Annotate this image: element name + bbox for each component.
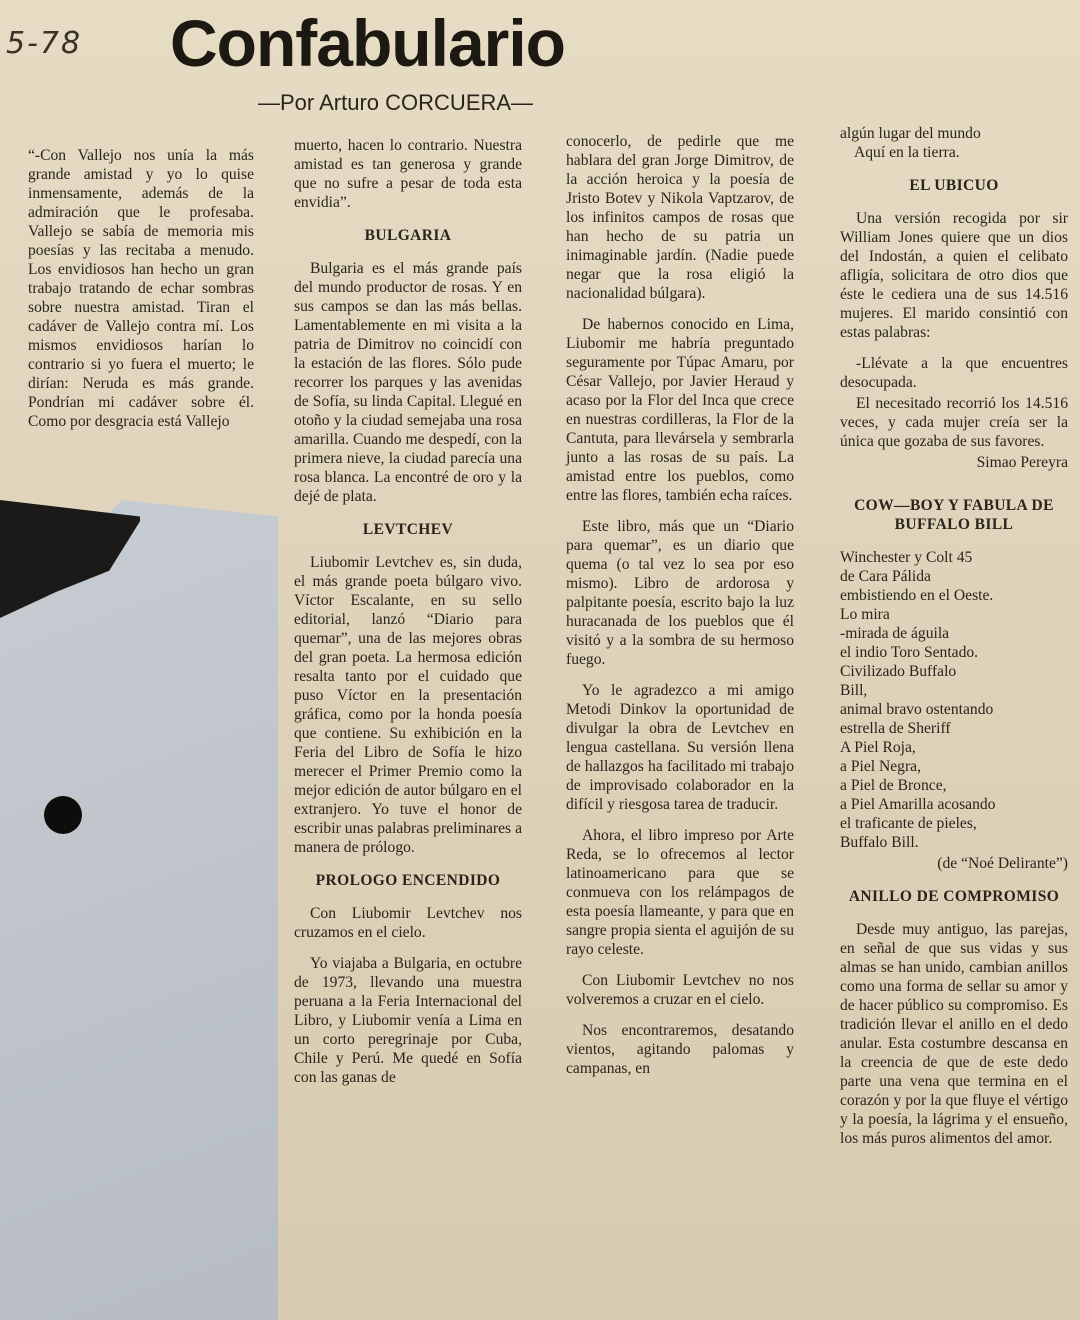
section-heading-bulgaria: BULGARIA xyxy=(364,227,452,244)
poem-line: a Piel Amarilla acosando xyxy=(840,796,996,813)
poem xyxy=(840,548,1068,852)
paragraph: Aquí en la tierra. xyxy=(854,144,960,161)
section-heading-anillo: ANILLO DE COMPROMISO xyxy=(848,888,1060,905)
paragraph: Ahora, el libro impreso por Arte Reda, se lo ofrecemos al lector latinoamericano para que se conmueva con los relámpagos de esta poesía llameante, y para que en sangre propia sienta el aguijón de su rayo celeste. xyxy=(566,827,794,958)
paragraph: El necesitado recorrió los 14.516 veces, y cada mujer creía ser la única que gozaba de sus favores. xyxy=(840,395,1068,450)
gray-backing-paper xyxy=(0,500,278,1320)
section-heading-prologo: PROLOGO ENCENDIDO xyxy=(315,872,501,889)
handwritten-date: 5-78 xyxy=(6,26,83,61)
signature: Simao Pereyra xyxy=(976,454,1068,471)
poem-line: Buffalo Bill. xyxy=(840,834,919,851)
punch-hole xyxy=(44,796,82,834)
paragraph: -Llévate a la que encuentres desocupada. xyxy=(840,355,1068,391)
paragraph: Yo viajaba a Bulgaria, en octubre de 1973, llevando una muestra peruana a la Feria Internacional del Libro, y Liubomir venía a Lima en un corto peregrinaje por Cuba, Chile y Perú. Me quedé en Sofía con las ganas de xyxy=(294,955,522,1086)
paragraph: Yo le agradezco a mi amigo Metodi Dinkov la oportunidad de divulgar la obra de Levtchev en lengua castellana. Su versión llena de hallazgos ha facilitado mi trabajo de improvisado colaborador en la difícil y riesgosa tarea de traducir. xyxy=(566,682,794,813)
paragraph: Con Liubomir Levtchev nos cruzamos en el cielo. xyxy=(294,905,522,941)
paragraph: algún lugar del mundo xyxy=(840,125,981,142)
paragraph: Este libro, más que un “Diario para quemar”, es un diario que quema (o tal vez lo sea por eso mismo). Libro de ardorosa y palpitante poesía, escrito bajo la luz huracanada de los pueblos que él visitó y a la sombra de su hermoso fuego. xyxy=(566,518,794,668)
paragraph: Liubomir Levtchev es, sin duda, el más grande poeta búlgaro vivo. Víctor Escalante, en su sello editorial, lanzó “Diario para quemar”, una de las mejores obras del gran poeta. La hermosa edición resalta tanto por el cuidado que puso Víctor en la presentación gráfica, como por la honda poesía que contiene. Su exhibición en la Feria del Libro de Sofía le hizo merecer el Primer Premio como la mejor edición de autor búlgaro en el extranjero. Yo tuve el honor de escribir unas palabras preliminares a manera de prólogo. xyxy=(294,554,522,856)
poem-line: Winchester y Colt 45 xyxy=(840,549,973,566)
paragraph: conocerlo, de pedirle que me hablara del gran Jorge Dimitrov, de la acción heroica y la poesía de Jristo Botev y Nikola Vaptzarov, de los infinitos campos de rosas que han hecho de su patria un inimaginable jardín. (Nadie puede negar que la rosa eligió la nacionalidad búlgara). xyxy=(566,133,794,302)
poem-line: Bill, xyxy=(840,682,868,699)
byline: —Por Arturo CORCUERA— xyxy=(258,90,534,115)
poem-line: el indio Toro Sentado. xyxy=(840,644,979,661)
poem-source: (de “Noé Delirante”) xyxy=(937,855,1068,872)
paragraph: Desde muy antiguo, las parejas, en señal de que sus vidas y sus almas se han unido, cambian anillos como una forma de sellar su amor y de hacer público su compromiso. Es tradición llevar el anillo en el dedo anular. Esta costumbre descansa en la creencia de que de este dedo parte una vena que termina en el corazón y por la que fluye el vértigo y la poesía, la lágrima y el ensueño, los más puros alimentos del amor. xyxy=(840,921,1068,1147)
article-column-4 xyxy=(840,124,1068,1160)
poem-line: estrella de Sheriff xyxy=(840,720,951,737)
poem-line: Civilizado Buffalo xyxy=(840,663,957,680)
poem-line: A Piel Roja, xyxy=(840,739,916,756)
article-column-2 xyxy=(294,136,522,1099)
poem-line: -mirada de águila xyxy=(840,625,950,642)
poem-line: a Piel de Bronce, xyxy=(840,777,947,794)
article-column-1 xyxy=(28,146,254,443)
paragraph: De habernos conocido en Lima, Liubomir me habría preguntado seguramente por Túpac Amaru, por César Vallejo, por Javier Heraud y acaso por la Flor del Inca que crece en nuestras cordilleras, la Flor de la Cantuta, para llevársela y sembrarla junto a las rosas de su país. La amistad entre los pueblos, como entre las flores, también echa raíces. xyxy=(566,316,794,504)
section-heading-cowboy: COW—BOY Y FABULA DE BUFFALO BILL xyxy=(854,497,1054,533)
section-heading-levtchev: LEVTCHEV xyxy=(362,521,454,538)
poem-line: animal bravo ostentando xyxy=(840,701,994,718)
paragraph: Bulgaria es el más grande país del mundo productor de rosas. Y en sus campos se dan las más bellas. Lamentablemente en mi visita a la patria de Dimitrov no coincidí con la estación de las flores. Sólo pude recorrer los parques y las avenidas de Sofía, su linda Capital. Llegué en otoño y la ciudad semejaba una rosa amarilla. Cuando me despedí, con la primera nieve, la ciudad parecía una rosa blanca. La encontré de oro y la dejé de plata. xyxy=(294,260,522,505)
poem-line: embistiendo en el Oeste. xyxy=(840,587,994,604)
paragraph: “-Con Vallejo nos unía la más grande amistad y yo lo quise inmensamente, además de la admiración que le profesaba. Vallejo se sabía de memoria mis poesías y las recitaba a menudo. Los envidiosos han hecho un gran trabajo tratando de echar sombras sobre nuestra amistad. Tiran el cadáver de Vallejo contra mí. Los mismos envidiosos harían lo contrario si yo fuera el muerto; le dirían: Neruda es más grande. Pondrían mi cadáver sobre él. Como por desgracia está Vallejo xyxy=(28,147,254,430)
poem-line: a Piel Negra, xyxy=(840,758,921,775)
poem-line: Lo mira xyxy=(840,606,890,623)
column-masthead: Confabulario xyxy=(170,6,565,80)
poem-line: de Cara Pálida xyxy=(840,568,931,585)
paragraph: Una versión recogida por sir William Jones quiere que un dios del Indostán, a quien el celibato afligía, solicitara de otro dios que éste le cediera una de sus 14.516 mujeres. El marido consintió con estas palabras: xyxy=(840,210,1068,341)
paragraph: muerto, hacen lo contrario. Nuestra amistad es tan generosa y grande que no sufre a pesar de toda esta envidia”. xyxy=(294,137,522,211)
paragraph: Con Liubomir Levtchev no nos volveremos a cruzar en el cielo. xyxy=(566,972,794,1008)
poem-line: el traficante de pieles, xyxy=(840,815,977,832)
paragraph: Nos encontraremos, desatando vientos, agitando palomas y campanas, en xyxy=(566,1022,794,1077)
article-column-3 xyxy=(566,132,794,1090)
section-heading-ubicuo: EL UBICUO xyxy=(909,177,999,194)
